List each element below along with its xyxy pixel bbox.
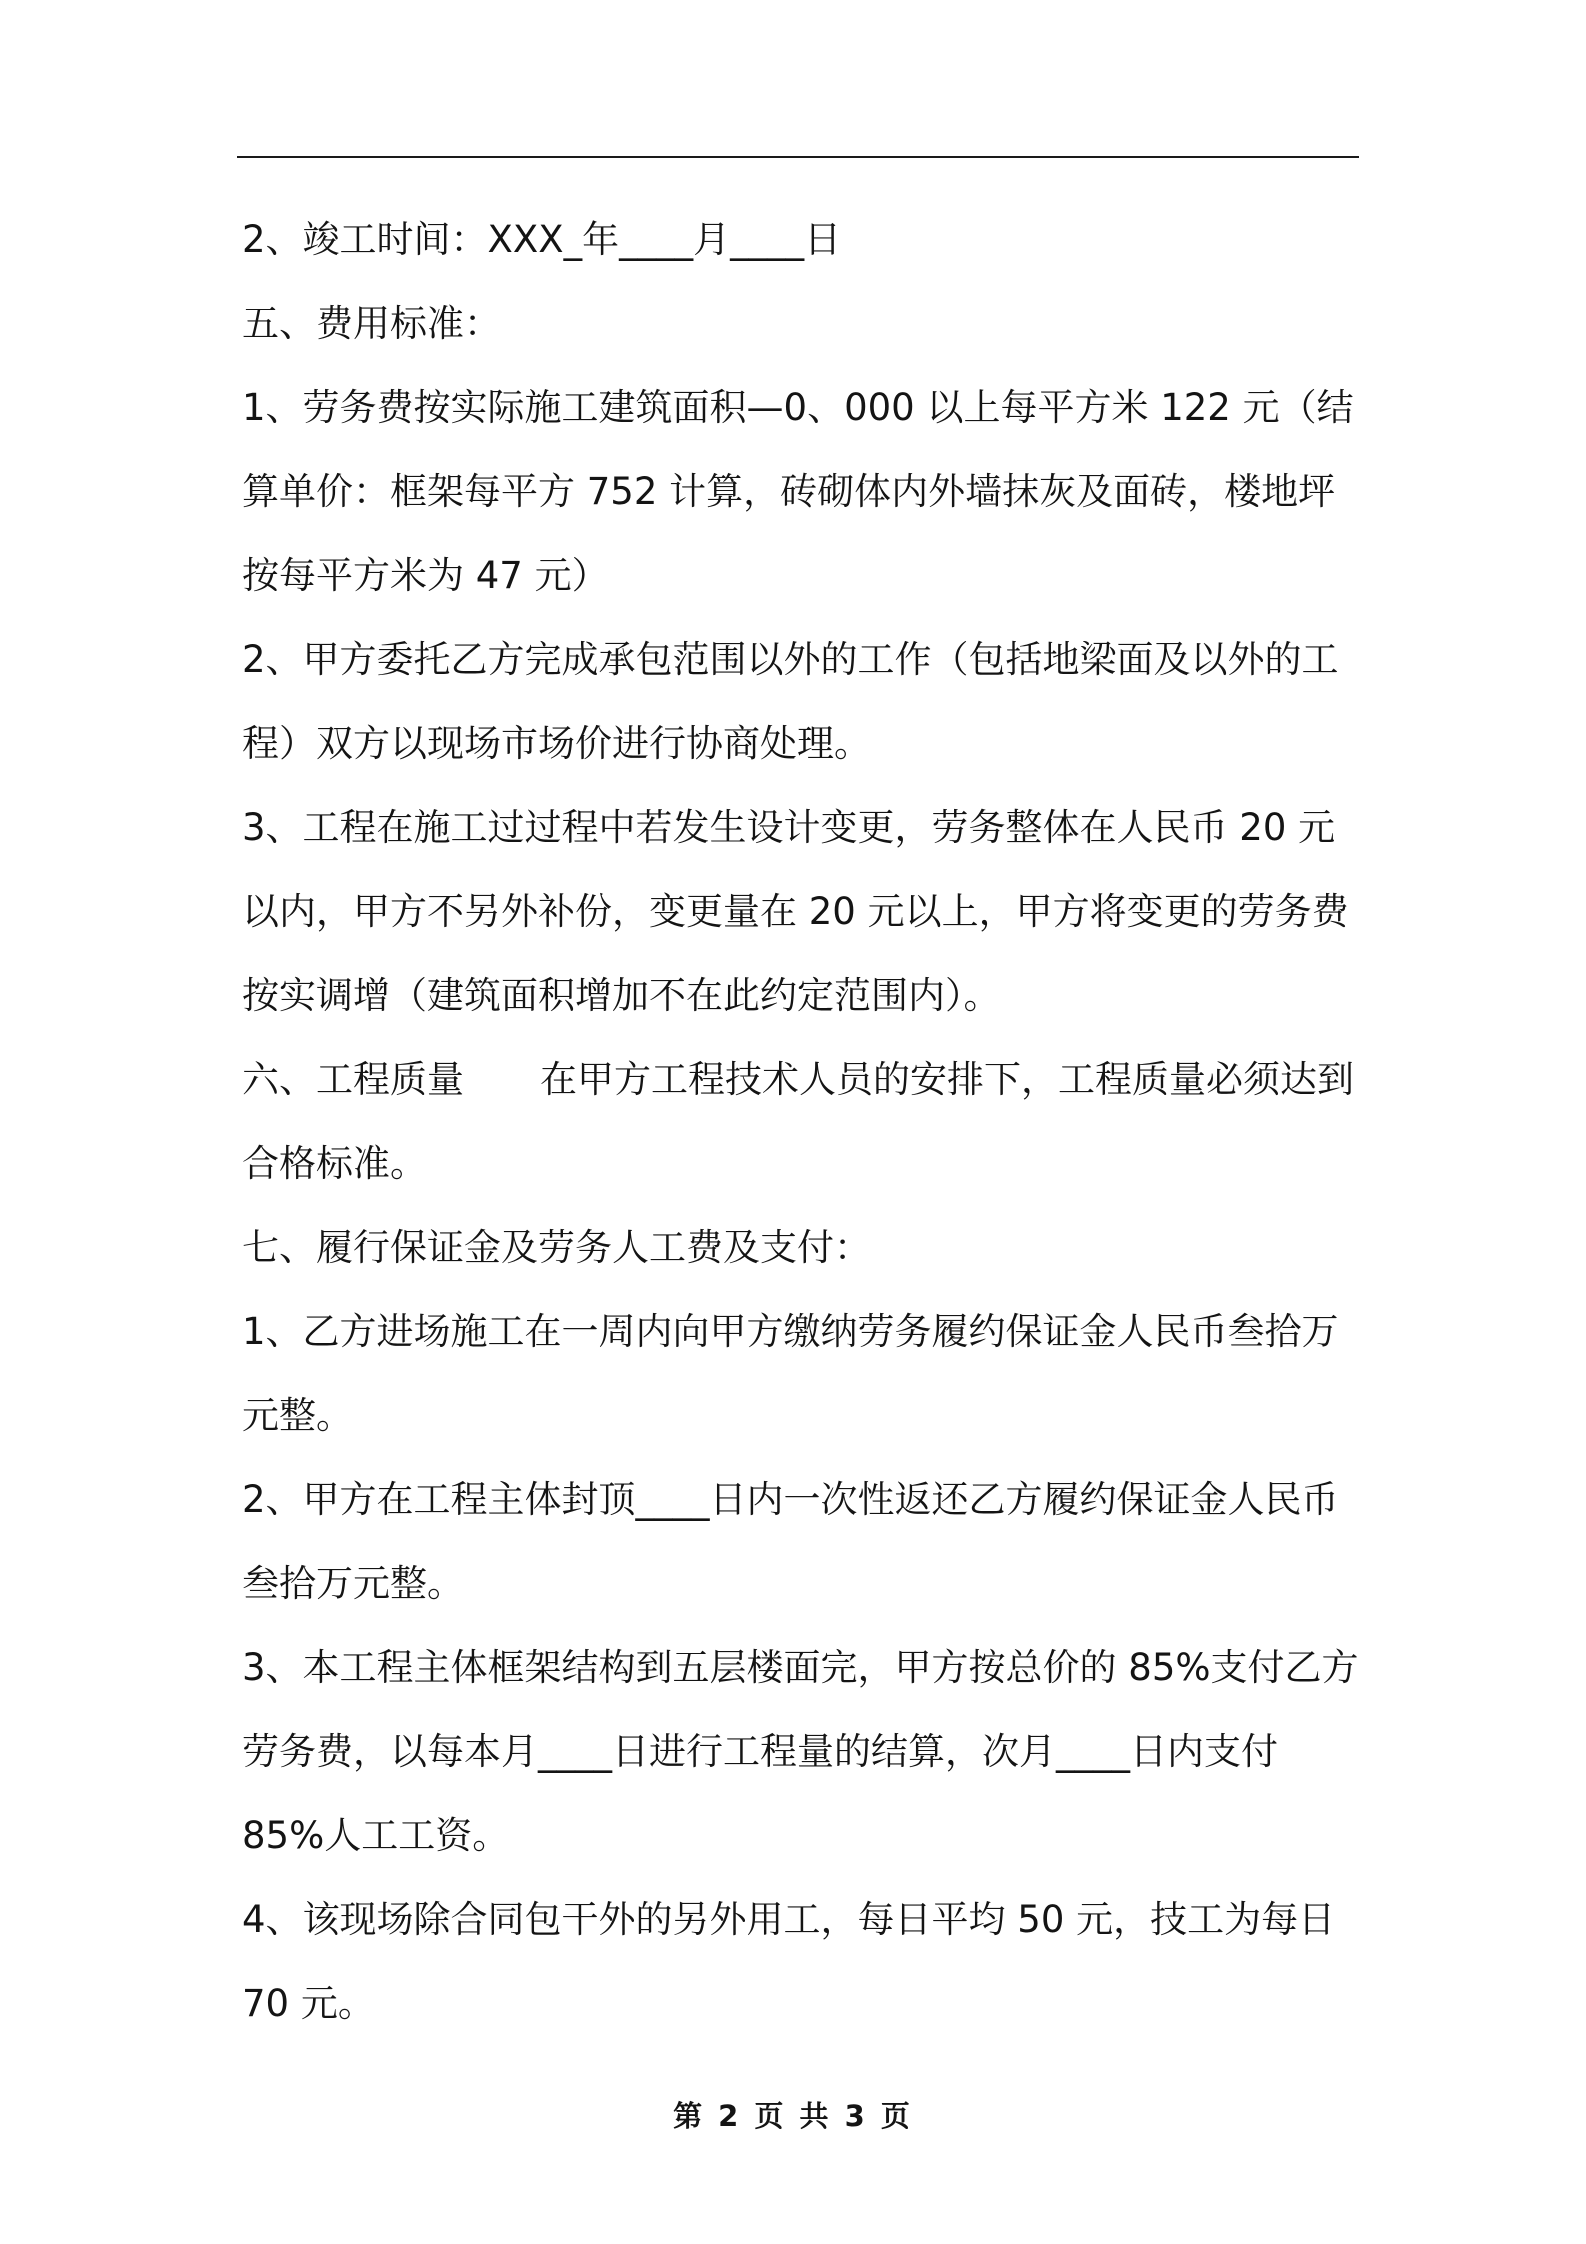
text-line: 1、乙方进场施工在一周内向甲方缴纳劳务履约保证金人民币叁拾万: [242, 1310, 1339, 1353]
text-line: 在甲方工程技术人员的安排下，工程质量必须达到: [540, 1058, 1354, 1101]
page-number: 第 2 页 共 3 页: [673, 2099, 913, 2133]
text-line: 3、工程在施工过过程中若发生设计变更，劳务整体在人民币 20 元: [242, 806, 1336, 849]
text-line: 3、本工程主体框架结构到五层楼面完，甲方按总价的 85%支付乙方: [242, 1646, 1359, 1689]
section-heading: 六、工程质量: [242, 1058, 464, 1101]
document-body: [242, 198, 1362, 2046]
text-line: 2、甲方在工程主体封顶____日内一次性返还乙方履约保证金人民币: [242, 1478, 1339, 1521]
text-line: 合格标准。: [242, 1142, 427, 1185]
text-line: 1、劳务费按实际施工建筑面积—0、000 以上每平方米 122 元（结: [242, 386, 1354, 429]
text-line: 70 元。: [242, 1982, 375, 2025]
text-line: 算单价：框架每平方 752 计算，砖砌体内外墙抹灰及面砖，楼地坪: [242, 470, 1336, 513]
section-six-line: [242, 1038, 1362, 1122]
text-line: 2、甲方委托乙方完成承包范围以外的工作（包括地梁面及以外的工: [242, 638, 1339, 681]
section-heading: 七、履行保证金及劳务人工费及支付：: [242, 1226, 871, 1269]
text-line: 按实调增（建筑面积增加不在此约定范围内）。: [242, 974, 1001, 1017]
text-line: 以内，甲方不另外补份，变更量在 20 元以上，甲方将变更的劳务费: [242, 890, 1349, 933]
text-line: 85%人工工资。: [242, 1814, 510, 1857]
text-line: 元整。: [242, 1394, 353, 1437]
section-heading: 五、费用标准：: [242, 302, 501, 345]
text-line: 叁拾万元整。: [242, 1562, 464, 1605]
text-line: 4、该现场除合同包干外的另外用工，每日平均 50 元，技工为每日: [242, 1898, 1336, 1941]
text-line: 按每平方米为 47 元）: [242, 554, 609, 597]
text-line: 2、竣工时间：XXX_年____月____日: [242, 218, 842, 261]
text-line: 劳务费，以每本月____日进行工程量的结算，次月____日内支付: [242, 1730, 1278, 1773]
text-line: 程）双方以现场市场价进行协商处理。: [242, 722, 871, 765]
header-rule: [237, 156, 1359, 158]
